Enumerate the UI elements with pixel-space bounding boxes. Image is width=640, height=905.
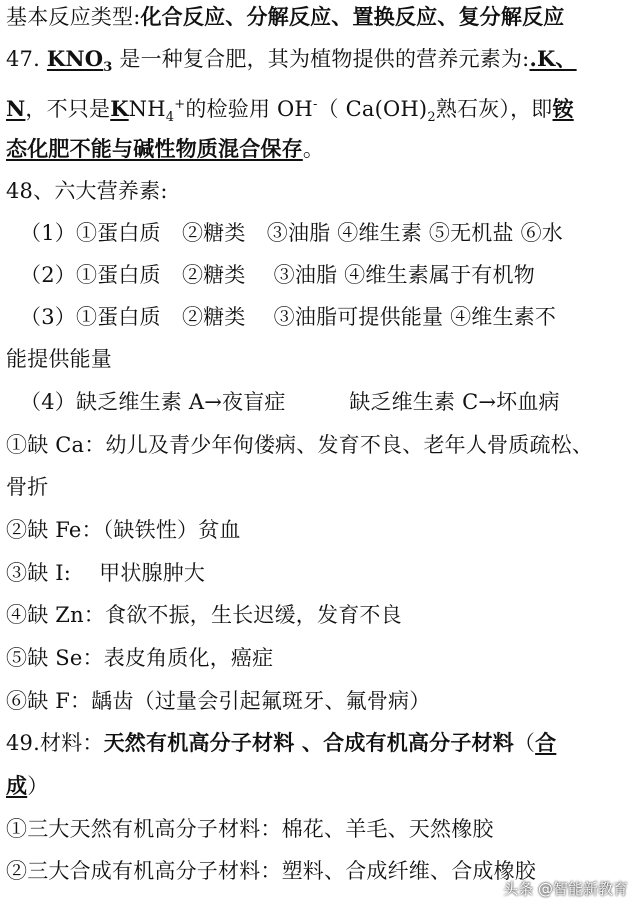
watermark: 头条 @智能新教育	[503, 880, 628, 898]
item-48-title: 48、六大营养素:	[6, 179, 168, 203]
deficiency-f: ⑥缺 F：龋齿（过量会引起氟斑牙、氟骨病）	[6, 689, 431, 713]
item-47-text: 是一种复合肥，其为植物提供的营养元素为:	[119, 47, 530, 71]
reaction-types-label: 基本反应类型:	[6, 5, 141, 29]
synthetic-polymers: ②三大合成有机高分子材料：塑料、合成纤维、合成橡胶	[6, 859, 536, 883]
item-47-line-2: N，不只是$KNH_4^+$的检验用 OH-（ $Ca(OH)_2$熟石灰），即铵	[6, 96, 574, 126]
nutrients-list-3: （3）①蛋白质 ②糖类 ③油脂可提供能量 ④维生素不	[20, 305, 557, 329]
nutrients-list-2: （2）①蛋白质 ②糖类 ③油脂 ④维生素属于有机物	[20, 263, 535, 287]
element-k: .K、	[529, 46, 577, 71]
deficiency-ca: ①缺 Ca：幼儿及青少年佝偻病、发育不良、老年人骨质疏松、	[6, 433, 594, 457]
materials-types: 天然有机高分子材料 、合成有机高分子材料	[103, 730, 514, 755]
deficiency-i: ③缺 I: 甲状腺肿大	[6, 561, 206, 585]
reaction-types-line	[6, 2, 636, 32]
element-k-2: K	[110, 96, 129, 121]
deficiency-ca-cont: 骨折	[6, 475, 49, 499]
vitamin-deficiency: （4）缺乏维生素 A→夜盲症 缺乏维生素 C→坏血病	[20, 390, 560, 414]
kno3-formula: $KNO_3$	[46, 46, 113, 76]
deficiency-fe: ②缺 Fe：（缺铁性）贫血	[6, 518, 241, 542]
item-47-line	[6, 44, 636, 83]
deficiency-zn: ④缺 Zn：食欲不振，生长迟缓，发育不良	[6, 603, 402, 627]
ammonium-warning: 态化肥不能与碱性物质混合保存	[6, 136, 303, 161]
nutrients-list-1: （1）①蛋白质 ②糖类 ③油脂 ④维生素 ⑤无机盐 ⑥水	[20, 221, 563, 245]
item-49-line: 49.材料：天然有机高分子材料 、合成有机高分子材料（合	[6, 730, 557, 755]
reaction-types-list: 化合反应、分解反应、置换反应、复分解反应	[140, 4, 565, 29]
item-47-line-3: 态化肥不能与碱性物质混合保存。	[6, 136, 325, 161]
item-number: 47.	[6, 47, 40, 71]
element-n: N	[6, 96, 26, 121]
natural-polymers: ①三大天然有机高分子材料：棉花、羊毛、天然橡胶	[6, 817, 494, 841]
deficiency-se: ⑤缺 Se：表皮角质化，癌症	[6, 646, 274, 670]
nutrients-list-3-cont: 能提供能量	[6, 347, 112, 371]
item-49-line-2: 成）	[6, 773, 49, 798]
